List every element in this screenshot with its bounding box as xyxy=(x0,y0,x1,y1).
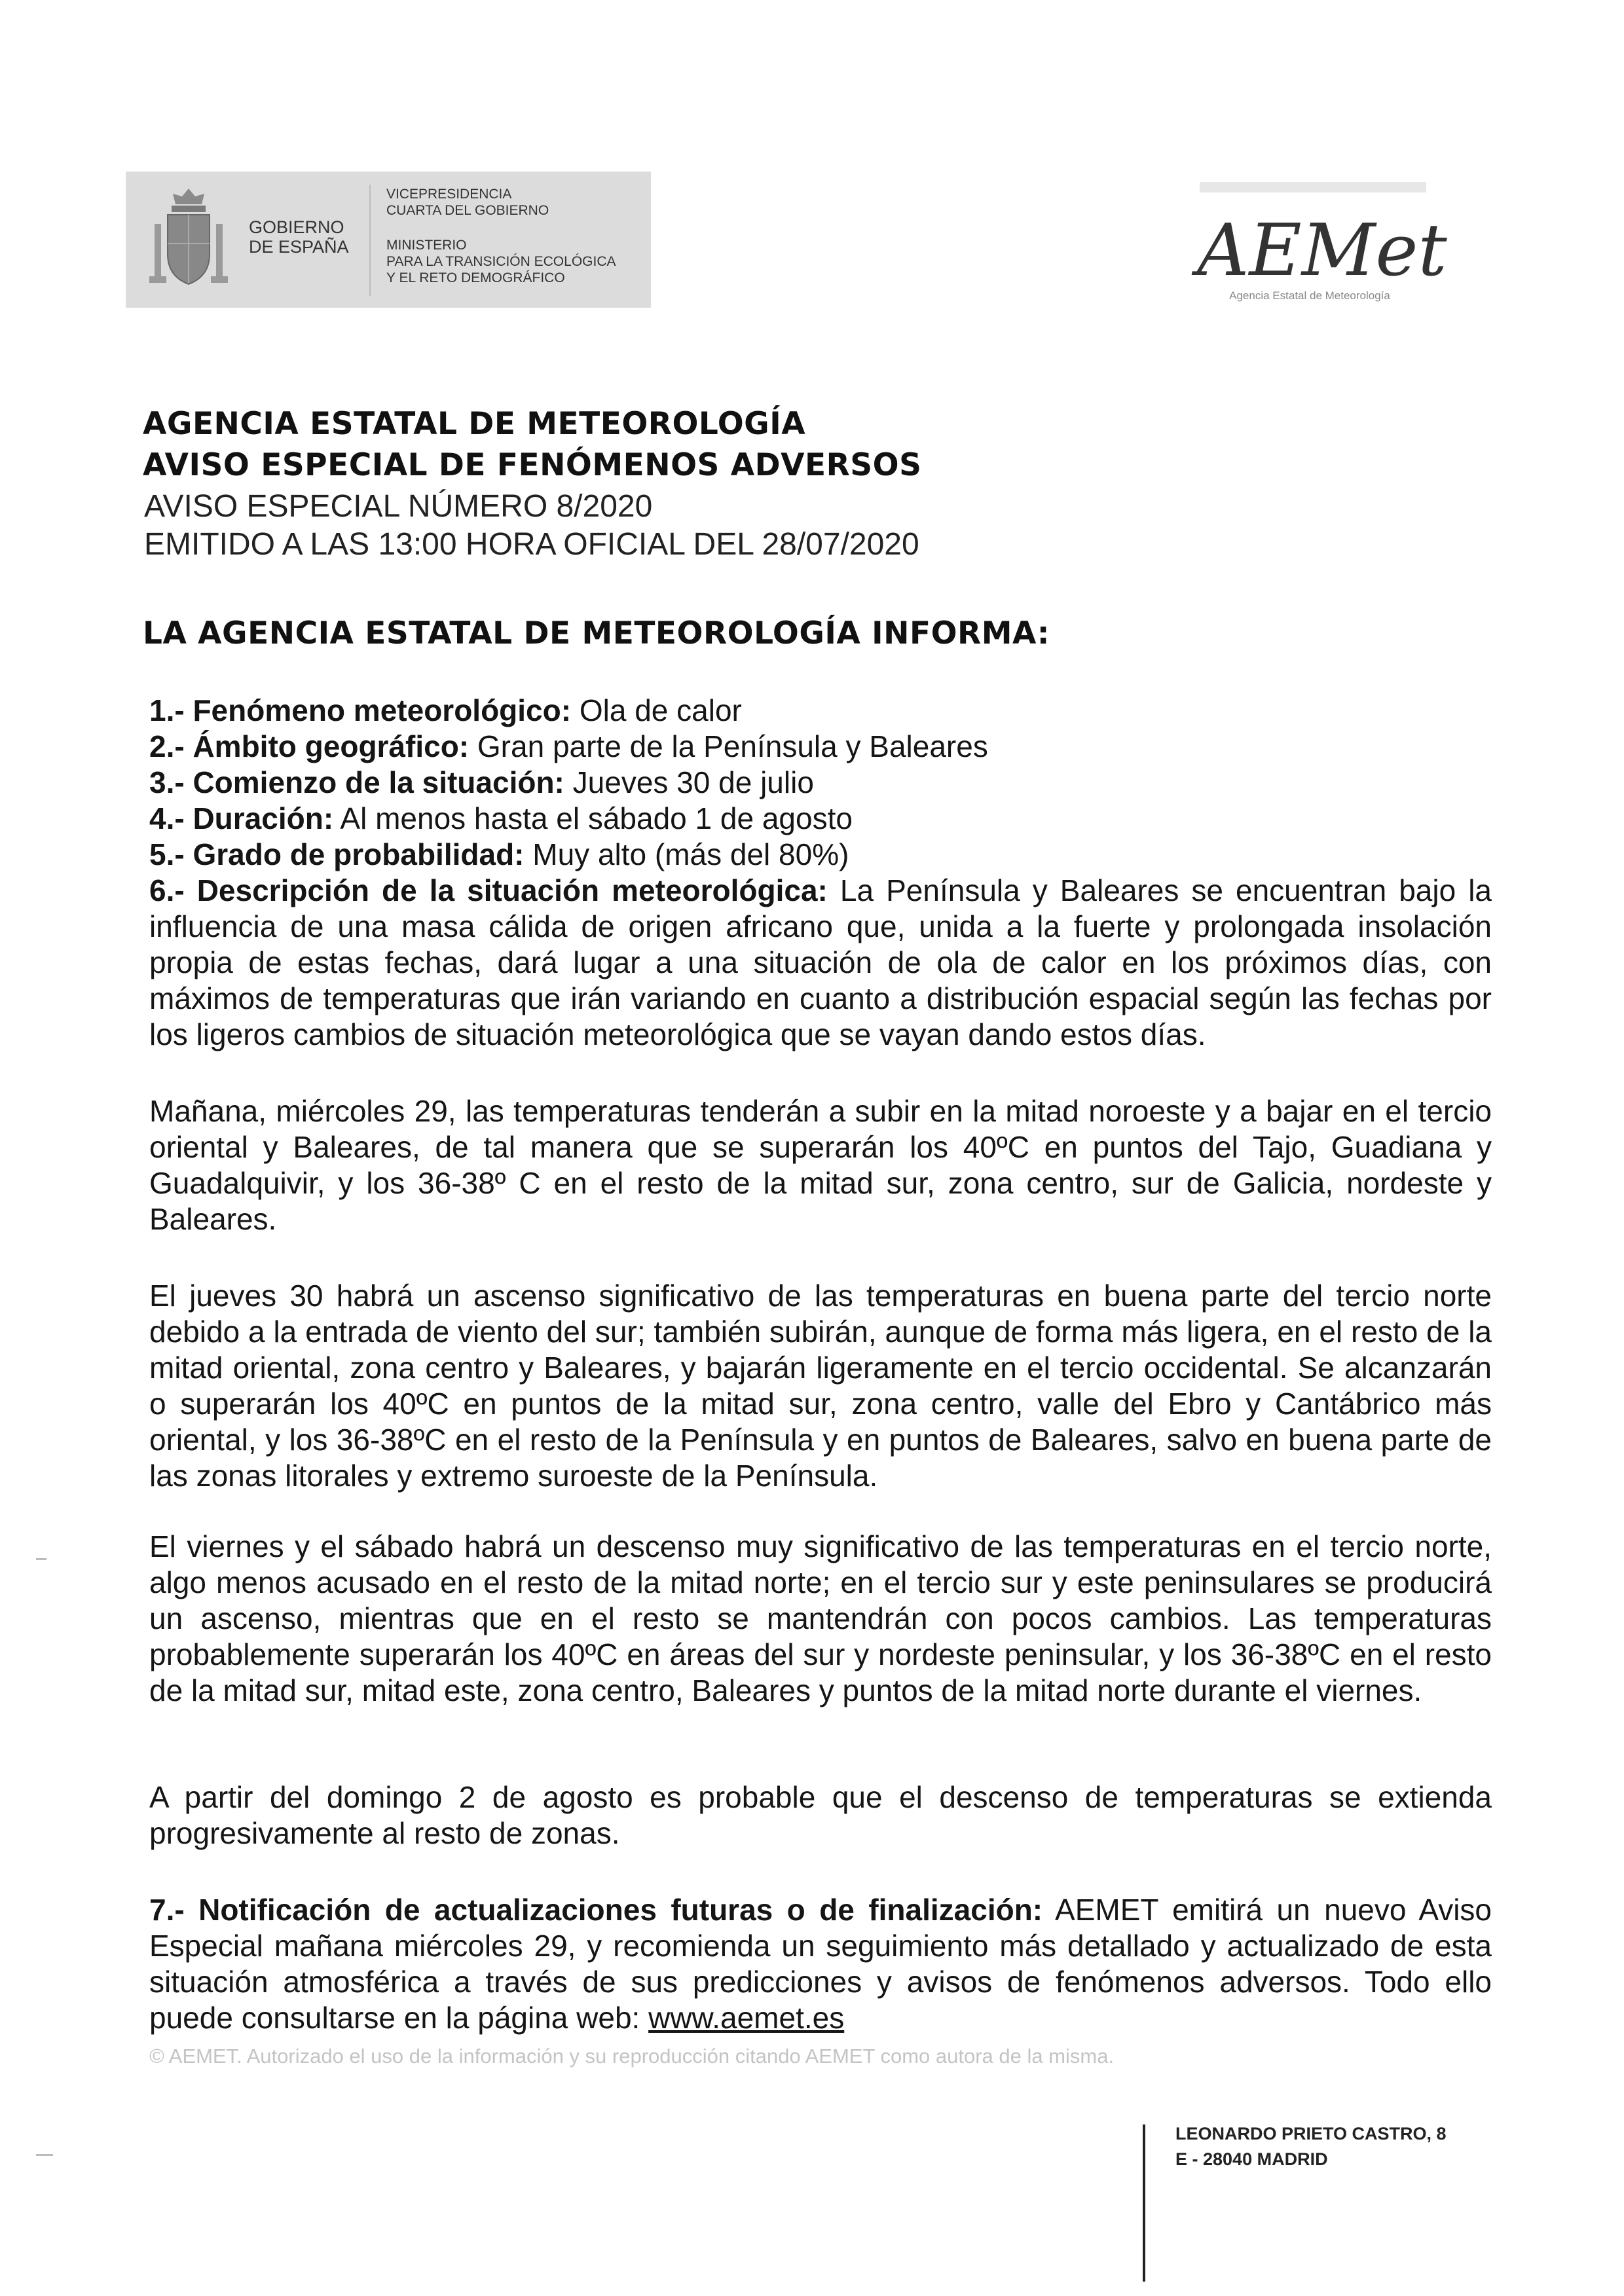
scan-mark xyxy=(36,2154,53,2156)
paragraph-wednesday: Mañana, miércoles 29, las temperaturas tenderán a subir en la mitad noroeste y a bajar en el tercio oriental y Baleares, de tal manera que se superarán los 40ºC en puntos del Tajo, Guadiana y Guadalquivir, y los 36-38º C en el resto de la mitad sur, zona centro, sur de Galicia, nordeste y Baleares. xyxy=(149,1094,1492,1236)
list-item xyxy=(149,693,1492,729)
description-paragraph xyxy=(149,873,1492,1053)
aemet-caption: Agencia Estatal de Meteorología xyxy=(1229,289,1390,302)
address-line: E - 28040 MADRID xyxy=(1175,2149,1328,2169)
list-item xyxy=(149,801,1492,837)
ministry-names xyxy=(386,186,642,286)
vicepresidencia-line: CUARTA DEL GOBIERNO xyxy=(386,203,549,218)
item-label: 2.- Ámbito geográfico: xyxy=(149,729,470,763)
item-label: 5.- Grado de probabilidad: xyxy=(149,837,525,871)
paragraph-thursday: El jueves 30 habrá un ascenso significativo de las temperaturas en buena parte del tercio norte debido a la entrada de viento del sur; también subirán, aunque de forma más ligera, en el resto de la mitad oriental, zona centro y Baleares, y bajarán ligeramente en el tercio occidental. Se alcanzarán o superarán los 40ºC en puntos de la mitad sur, zona centro, valle del Ebro y Cantábrico más oriental, y los 36-38ºC en el resto de la Península y en puntos de Baleares, salvo en buena parte de las zonas litorales y extremo suroeste de la Península. xyxy=(149,1279,1492,1493)
scan-mark xyxy=(36,1558,46,1560)
aemet-logo xyxy=(1197,196,1447,295)
warning-number: AVISO ESPECIAL NÚMERO 8/2020 xyxy=(144,489,653,524)
ministerio-line: MINISTERIO xyxy=(386,238,467,253)
government-header-banner xyxy=(126,172,651,308)
svg-text:AEMet: AEMet xyxy=(1197,208,1447,292)
footer-address xyxy=(1175,2121,1447,2172)
item-value: Ola de calor xyxy=(579,693,742,727)
paragraph-friday-saturday: El viernes y el sábado habrá un descenso muy significativo de las temperaturas en el tercio norte, algo menos acusado en el resto de la mitad norte; en el tercio sur y este peninsulares se producirá un ascenso, mientras que en el resto se mantendrán con pocos cambios. Las temperaturas probablemente superarán los 40ºC en áreas del sur y nordeste peninsular, y los 36-38ºC en el resto de la mitad sur, mitad este, zona centro, Baleares y puntos de la mitad norte durante el viernes. xyxy=(149,1529,1492,1707)
banner-divider xyxy=(369,185,371,296)
item-value: Gran parte de la Península y Baleares xyxy=(477,729,988,763)
description-label: 6.- Descripción de la situación meteorológica: xyxy=(149,873,828,907)
aemet-website-link[interactable]: www.aemet.es xyxy=(648,2001,845,2035)
vicepresidencia-line: VICEPRESIDENCIA xyxy=(386,187,512,202)
ministerio-line: PARA LA TRANSICIÓN ECOLÓGICA xyxy=(386,254,616,269)
warning-items xyxy=(149,693,1492,873)
coat-of-arms-icon xyxy=(149,185,228,296)
list-item xyxy=(149,765,1492,801)
notification-label: 7.- Notificación de actualizaciones futuras o de finalización: xyxy=(149,1893,1043,1927)
paragraph-sunday: A partir del domingo 2 de agosto es probable que el descenso de temperaturas se extienda progresivamente al resto de zonas. xyxy=(149,1780,1492,1850)
description-text: La Península y Baleares se encuentran bajo la influencia de una masa cálida de origen africano que, unida a la fuerte y prolongada insolación propia de estas fechas, dará lugar a una situación de ola de calor en los próximos días, con máximos de temperaturas que irán variando en cuanto a distribución espacial según las fechas por los ligeros cambios de situación meteorológica que se vayan dando estos días. xyxy=(149,873,1492,1051)
address-line: LEONARDO PRIETO CASTRO, 8 xyxy=(1175,2124,1447,2143)
footer-divider xyxy=(1143,2124,1145,2282)
copyright-notice: © AEMET. Autorizado el uso de la información y su reproducción citando AEMET como autora de la misma. xyxy=(149,2045,1115,2068)
logo-top-bar xyxy=(1200,182,1426,192)
government-name xyxy=(249,217,373,257)
notification-text: AEMET emitirá un nuevo Aviso Especial mañana miércoles 29, y recomienda un seguimiento más detallado y actualizado de esta situación atmosférica a través de sus predicciones y avisos de fenómenos adversos. Todo ello puede consultarse en la página web: xyxy=(149,1893,1492,2035)
list-item xyxy=(149,729,1492,765)
government-name-line: GOBIERNO xyxy=(249,217,344,237)
item-label: 4.- Duración: xyxy=(149,801,334,835)
warning-type-title: AVISO ESPECIAL DE FENÓMENOS ADVERSOS xyxy=(143,447,922,483)
item-value: Muy alto (más del 80%) xyxy=(532,837,849,871)
issued-time: EMITIDO A LAS 13:00 HORA OFICIAL DEL 28/07/2020 xyxy=(144,527,919,562)
item-value: Jueves 30 de julio xyxy=(572,765,814,799)
notification-paragraph xyxy=(149,1892,1492,2036)
ministerio-line: Y EL RETO DEMOGRÁFICO xyxy=(386,270,565,285)
item-value: Al menos hasta el sábado 1 de agosto xyxy=(340,801,853,835)
list-item xyxy=(149,837,1492,873)
agency-title: AGENCIA ESTATAL DE METEOROLOGÍA xyxy=(143,406,806,442)
item-label: 3.- Comienzo de la situación: xyxy=(149,765,564,799)
informs-heading: LA AGENCIA ESTATAL DE METEOROLOGÍA INFORMA: xyxy=(143,615,1050,651)
item-label: 1.- Fenómeno meteorológico: xyxy=(149,693,572,727)
government-name-line: DE ESPAÑA xyxy=(249,237,349,257)
